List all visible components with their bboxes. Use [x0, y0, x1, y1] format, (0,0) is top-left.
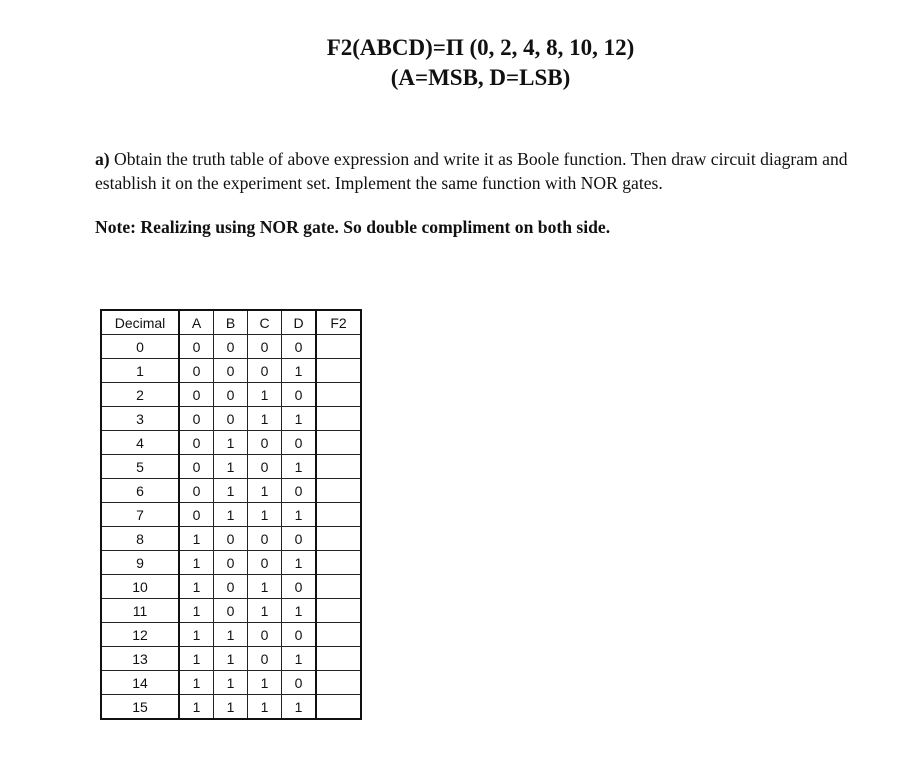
cell-d: 1: [282, 551, 317, 575]
cell-f2: [316, 431, 361, 455]
header-decimal: Decimal: [101, 310, 179, 335]
cell-b: 0: [214, 575, 248, 599]
cell-decimal: 13: [101, 647, 179, 671]
cell-f2: [316, 335, 361, 359]
cell-a: 0: [179, 359, 214, 383]
table-row: [101, 575, 361, 599]
cell-a: 0: [179, 383, 214, 407]
cell-b: 0: [214, 335, 248, 359]
cell-a: 1: [179, 671, 214, 695]
cell-f2: [316, 479, 361, 503]
cell-c: 0: [248, 551, 282, 575]
cell-a: 1: [179, 647, 214, 671]
question-label: a): [95, 149, 110, 169]
cell-decimal: 5: [101, 455, 179, 479]
cell-a: 0: [179, 335, 214, 359]
cell-d: 0: [282, 335, 317, 359]
cell-b: 0: [214, 551, 248, 575]
header-c: C: [248, 310, 282, 335]
table-row: [101, 407, 361, 431]
cell-decimal: 6: [101, 479, 179, 503]
cell-d: 1: [282, 359, 317, 383]
cell-b: 1: [214, 695, 248, 720]
cell-f2: [316, 503, 361, 527]
note-text: Note: Realizing using NOR gate. So double compliment on both side.: [95, 217, 611, 237]
cell-decimal: 2: [101, 383, 179, 407]
cell-a: 1: [179, 527, 214, 551]
cell-d: 0: [282, 479, 317, 503]
table-row: [101, 671, 361, 695]
cell-decimal: 10: [101, 575, 179, 599]
cell-decimal: 9: [101, 551, 179, 575]
cell-f2: [316, 383, 361, 407]
cell-d: 1: [282, 503, 317, 527]
cell-decimal: 4: [101, 431, 179, 455]
table-row: [101, 503, 361, 527]
cell-f2: [316, 575, 361, 599]
table-row: [101, 695, 361, 720]
cell-b: 0: [214, 599, 248, 623]
table-row: [101, 431, 361, 455]
cell-c: 1: [248, 599, 282, 623]
header-b: B: [214, 310, 248, 335]
table-row: [101, 383, 361, 407]
cell-f2: [316, 407, 361, 431]
cell-d: 0: [282, 671, 317, 695]
cell-b: 1: [214, 647, 248, 671]
cell-c: 0: [248, 359, 282, 383]
cell-c: 1: [248, 695, 282, 720]
cell-f2: [316, 671, 361, 695]
cell-a: 0: [179, 479, 214, 503]
cell-c: 0: [248, 335, 282, 359]
cell-c: 1: [248, 479, 282, 503]
cell-f2: [316, 359, 361, 383]
question-paragraph: [95, 147, 875, 195]
table-row: [101, 551, 361, 575]
table-row: [101, 647, 361, 671]
cell-f2: [316, 455, 361, 479]
cell-a: 0: [179, 407, 214, 431]
table-row: [101, 479, 361, 503]
cell-c: 1: [248, 383, 282, 407]
cell-c: 1: [248, 575, 282, 599]
cell-c: 0: [248, 455, 282, 479]
table-row: [101, 335, 361, 359]
cell-d: 0: [282, 575, 317, 599]
cell-c: 1: [248, 407, 282, 431]
cell-a: 1: [179, 623, 214, 647]
truth-table-body: [101, 335, 361, 720]
cell-decimal: 15: [101, 695, 179, 720]
table-row: [101, 599, 361, 623]
cell-a: 1: [179, 575, 214, 599]
question-text: Obtain the truth table of above expression and write it as Boole function. Then draw circuit diagram and establish it on the experiment set. Implement the same function with NOR gates.: [95, 149, 848, 193]
cell-d: 0: [282, 623, 317, 647]
cell-c: 0: [248, 647, 282, 671]
cell-b: 1: [214, 455, 248, 479]
cell-f2: [316, 551, 361, 575]
cell-decimal: 3: [101, 407, 179, 431]
cell-f2: [316, 599, 361, 623]
cell-b: 0: [214, 407, 248, 431]
cell-c: 1: [248, 671, 282, 695]
cell-f2: [316, 527, 361, 551]
table-row: [101, 623, 361, 647]
table-header-row: [101, 310, 361, 335]
cell-c: 0: [248, 623, 282, 647]
cell-c: 0: [248, 431, 282, 455]
cell-f2: [316, 647, 361, 671]
table-row: [101, 455, 361, 479]
table-row: [101, 527, 361, 551]
cell-a: 1: [179, 599, 214, 623]
cell-b: 1: [214, 671, 248, 695]
cell-b: 1: [214, 623, 248, 647]
cell-d: 1: [282, 407, 317, 431]
header-d: D: [282, 310, 317, 335]
cell-decimal: 14: [101, 671, 179, 695]
cell-d: 1: [282, 455, 317, 479]
cell-d: 0: [282, 431, 317, 455]
cell-a: 0: [179, 503, 214, 527]
cell-decimal: 1: [101, 359, 179, 383]
cell-decimal: 0: [101, 335, 179, 359]
cell-b: 1: [214, 431, 248, 455]
cell-a: 0: [179, 431, 214, 455]
cell-b: 0: [214, 383, 248, 407]
cell-b: 0: [214, 359, 248, 383]
cell-f2: [316, 623, 361, 647]
cell-b: 1: [214, 503, 248, 527]
cell-decimal: 8: [101, 527, 179, 551]
cell-d: 1: [282, 599, 317, 623]
cell-b: 0: [214, 527, 248, 551]
cell-decimal: 7: [101, 503, 179, 527]
cell-f2: [316, 695, 361, 720]
cell-a: 1: [179, 695, 214, 720]
cell-decimal: 11: [101, 599, 179, 623]
cell-b: 1: [214, 479, 248, 503]
table-row: [101, 359, 361, 383]
cell-c: 0: [248, 527, 282, 551]
truth-table: [100, 309, 362, 720]
bit-order-subtitle: (A=MSB, D=LSB): [390, 65, 571, 90]
cell-d: 0: [282, 383, 317, 407]
cell-d: 1: [282, 695, 317, 720]
header-a: A: [179, 310, 214, 335]
cell-decimal: 12: [101, 623, 179, 647]
cell-d: 0: [282, 527, 317, 551]
cell-d: 1: [282, 647, 317, 671]
function-title: F2(ABCD)=Π (0, 2, 4, 8, 10, 12): [326, 35, 635, 60]
header-f2: F2: [316, 310, 361, 335]
cell-c: 1: [248, 503, 282, 527]
cell-a: 1: [179, 551, 214, 575]
cell-a: 0: [179, 455, 214, 479]
